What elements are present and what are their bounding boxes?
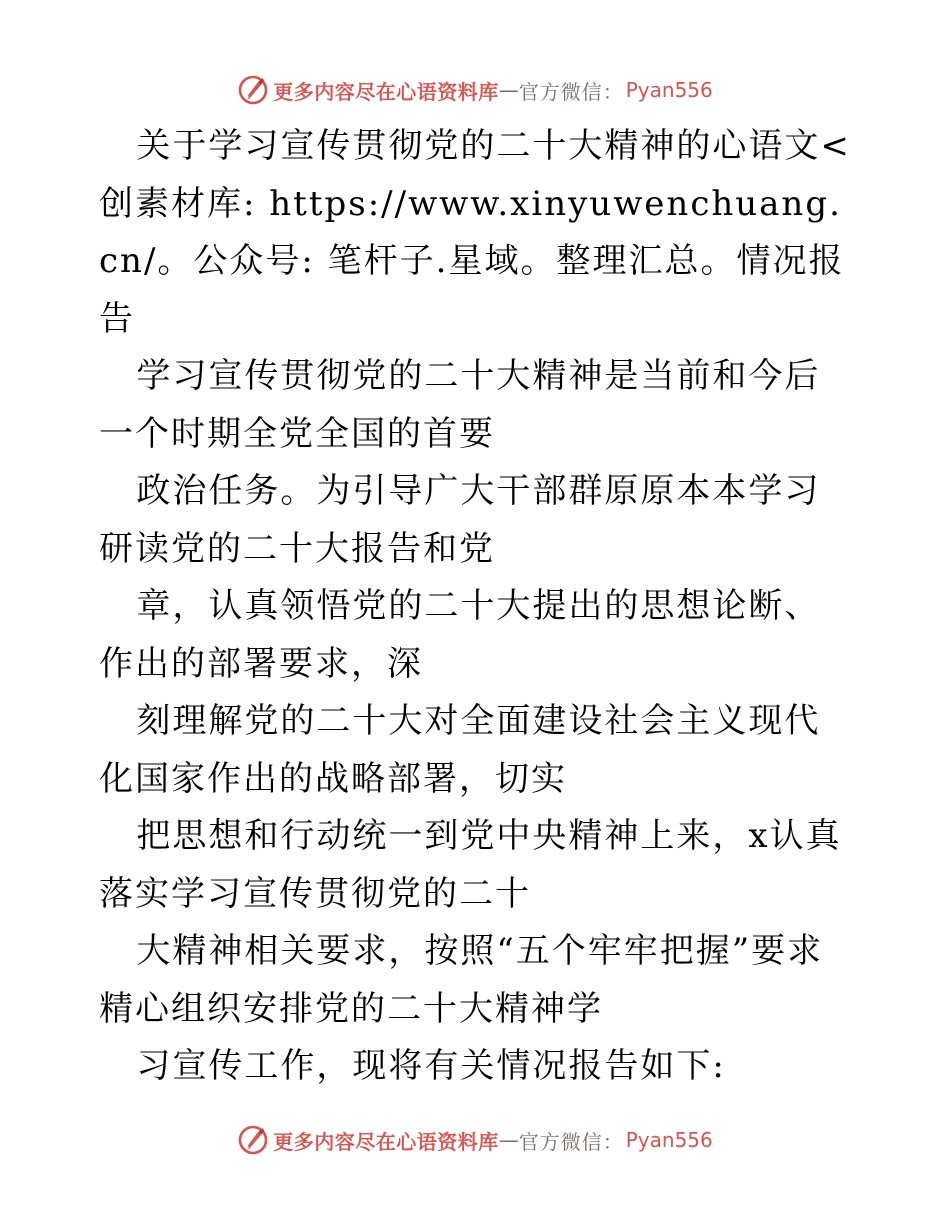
banner-separator: — xyxy=(498,1128,519,1152)
quill-circle-icon xyxy=(237,1124,269,1156)
paragraph: 大精神相关要求，按照“五个牢牢把握”要求精心组织安排党的二十大精神学 xyxy=(99,931,824,1029)
banner-lead-text: 更多内容尽在心语资料库 xyxy=(273,1129,499,1154)
paragraph: 习宣传工作，现将有关情况报告如下: xyxy=(136,1046,726,1086)
paragraph: 学习宣传贯彻党的二十大精神是当前和今后一个时期全党全国的首要 xyxy=(99,356,821,454)
banner-separator: — xyxy=(498,78,519,102)
banner-official-label: 官方微信： xyxy=(518,79,624,104)
banner-wechat-id: Pyan556 xyxy=(625,1128,713,1152)
banner-wechat-id: Pyan556 xyxy=(625,78,713,102)
footer-watermark-banner xyxy=(0,1120,950,1160)
header-watermark-banner xyxy=(0,70,950,110)
document-body xyxy=(99,118,854,1096)
paragraph: 刻理解党的二十大对全面建设社会主义现代化国家作出的战略部署，切实 xyxy=(99,701,821,799)
banner-lead-text: 更多内容尽在心语资料库 xyxy=(273,79,499,104)
paragraph: 把思想和行动统一到党中央精神上来，x认真落实学习宣传贯彻党的二十 xyxy=(99,816,842,914)
paragraph-title: 关于学习宣传贯彻党的二十大精神的心语文<创素材库: https://www.xinyuwenchuang.cn/。公众号: 笔杆子.星域。整理汇总。情况报告 xyxy=(99,126,851,339)
quill-circle-icon xyxy=(237,74,269,106)
banner-official-label: 官方微信： xyxy=(518,1129,624,1154)
paragraph: 政治任务。为引导广大干部群原原本本学习研读党的二十大报告和党 xyxy=(99,471,821,569)
paragraph: 章，认真领悟党的二十大提出的思想论断、作出的部署要求，深 xyxy=(99,586,821,684)
